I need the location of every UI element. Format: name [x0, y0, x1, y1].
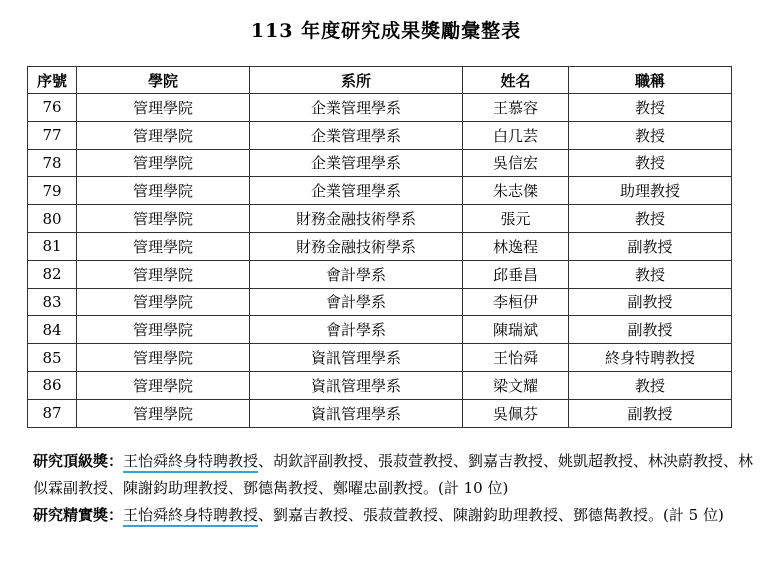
cell-name: 林逸程	[463, 232, 569, 260]
page-title: 113 年度研究成果獎勵彙整表	[250, 20, 522, 42]
excellent-award-highlight: 王怡舜終身特聘教授	[123, 506, 258, 527]
cell-title: 教授	[569, 149, 732, 177]
cell-department: 會計學系	[250, 288, 463, 316]
cell-no: 83	[28, 288, 77, 316]
cell-college: 管理學院	[77, 371, 250, 399]
cell-title: 教授	[569, 371, 732, 399]
cell-title: 教授	[569, 205, 732, 233]
header-no: 序號	[28, 67, 77, 94]
cell-no: 81	[28, 232, 77, 260]
table-row	[28, 260, 732, 288]
header-name: 姓名	[463, 67, 569, 94]
cell-college: 管理學院	[77, 94, 250, 122]
cell-department: 企業管理學系	[250, 149, 463, 177]
table-row	[28, 94, 732, 122]
table-row	[28, 205, 732, 233]
cell-college: 管理學院	[77, 260, 250, 288]
cell-department: 企業管理學系	[250, 94, 463, 122]
cell-no: 82	[28, 260, 77, 288]
cell-department: 企業管理學系	[250, 121, 463, 149]
award-notes	[33, 448, 768, 529]
cell-college: 管理學院	[77, 232, 250, 260]
cell-title: 副教授	[569, 399, 732, 427]
cell-name: 朱志傑	[463, 177, 569, 205]
cell-name: 張元	[463, 205, 569, 233]
header-college: 學院	[77, 67, 250, 94]
table-row	[28, 371, 732, 399]
cell-name: 吳佩芬	[463, 399, 569, 427]
table-row	[28, 288, 732, 316]
cell-name: 王怡舜	[463, 344, 569, 372]
top-award-label: 研究頂級獎：	[33, 452, 124, 470]
cell-name: 陳瑞斌	[463, 316, 569, 344]
cell-title: 教授	[569, 94, 732, 122]
header-department: 系所	[250, 67, 463, 94]
cell-title: 副教授	[569, 288, 732, 316]
cell-name: 白几芸	[463, 121, 569, 149]
table-row	[28, 121, 732, 149]
cell-department: 資訊管理學系	[250, 371, 463, 399]
cell-no: 78	[28, 149, 77, 177]
cell-name: 邱垂昌	[463, 260, 569, 288]
cell-no: 86	[28, 371, 77, 399]
cell-title: 助理教授	[569, 177, 732, 205]
cell-title: 教授	[569, 260, 732, 288]
cell-name: 梁文耀	[463, 371, 569, 399]
excellent-award-paragraph	[33, 502, 768, 529]
cell-no: 84	[28, 316, 77, 344]
cell-name: 李桓伊	[463, 288, 569, 316]
top-award-paragraph	[33, 448, 768, 502]
cell-no: 76	[28, 94, 77, 122]
cell-college: 管理學院	[77, 316, 250, 344]
cell-department: 企業管理學系	[250, 177, 463, 205]
cell-name: 吳信宏	[463, 149, 569, 177]
cell-no: 87	[28, 399, 77, 427]
table-header-row	[28, 67, 732, 94]
table-row	[28, 177, 732, 205]
cell-department: 會計學系	[250, 260, 463, 288]
table-row	[28, 149, 732, 177]
cell-college: 管理學院	[77, 344, 250, 372]
cell-department: 資訊管理學系	[250, 344, 463, 372]
top-award-list: 、胡欽評副教授、張菽萱教授、劉嘉吉教授、姚凱超教授、林泱蔚教授、林似霖副教授、陳謝鈞助理教授、鄧德雋教授、鄭曜忠副教授。(計 10 位)	[33, 452, 754, 497]
cell-college: 管理學院	[77, 177, 250, 205]
cell-college: 管理學院	[77, 205, 250, 233]
cell-department: 財務金融技術學系	[250, 205, 463, 233]
cell-department: 財務金融技術學系	[250, 232, 463, 260]
cell-no: 79	[28, 177, 77, 205]
table-row	[28, 316, 732, 344]
top-award-highlight: 王怡舜終身特聘教授	[123, 452, 258, 473]
table-row	[28, 344, 732, 372]
cell-no: 85	[28, 344, 77, 372]
cell-department: 資訊管理學系	[250, 399, 463, 427]
table-row	[28, 232, 732, 260]
cell-name: 王慕容	[463, 94, 569, 122]
cell-title: 終身特聘教授	[569, 344, 732, 372]
cell-title: 副教授	[569, 232, 732, 260]
cell-college: 管理學院	[77, 149, 250, 177]
cell-title: 副教授	[569, 316, 732, 344]
table-row	[28, 399, 732, 427]
awards-table	[27, 66, 732, 428]
cell-college: 管理學院	[77, 288, 250, 316]
cell-no: 80	[28, 205, 77, 233]
excellent-award-list: 、劉嘉吉教授、張菽萱教授、陳謝鈞助理教授、鄧德雋教授。(計 5 位)	[258, 506, 724, 524]
cell-college: 管理學院	[77, 399, 250, 427]
cell-college: 管理學院	[77, 121, 250, 149]
excellent-award-label: 研究精實獎：	[33, 506, 124, 524]
header-title: 職稱	[569, 67, 732, 94]
cell-no: 77	[28, 121, 77, 149]
cell-department: 會計學系	[250, 316, 463, 344]
cell-title: 教授	[569, 121, 732, 149]
